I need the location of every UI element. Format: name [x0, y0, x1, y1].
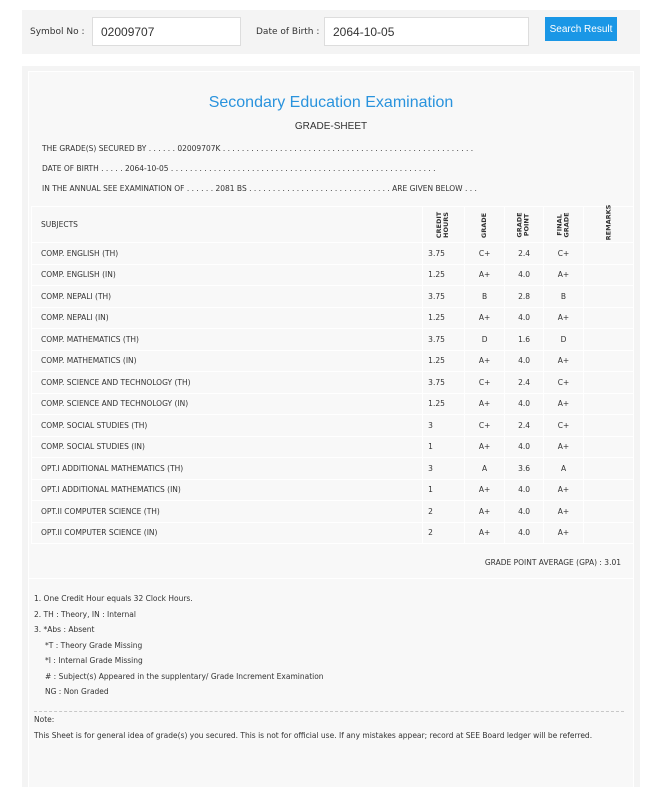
grade-cell: A+	[465, 350, 505, 372]
legend-item: *I : Internal Grade Missing	[45, 656, 143, 665]
remarks-cell	[583, 479, 633, 501]
grade-point-cell: 1.6	[505, 329, 544, 351]
subject-cell: OPT.I ADDITIONAL MATHEMATICS (TH)	[32, 458, 423, 480]
remarks-cell	[583, 307, 633, 329]
grade-cell: C+	[465, 243, 505, 265]
legend-item: # : Subject(s) Appeared in the supplentary/ Grade Increment Examination	[45, 671, 324, 681]
table-row	[32, 286, 634, 308]
credit-hours-cell: 1	[423, 436, 465, 458]
final-grade-cell: A+	[544, 307, 584, 329]
table-header-row	[32, 207, 634, 243]
remarks-cell	[583, 415, 633, 437]
legend-list	[34, 591, 324, 700]
symbol-no-label: Symbol No :	[30, 27, 85, 37]
table-row	[32, 479, 634, 501]
legend-item: NG : Non Graded	[45, 687, 109, 696]
grade-point-cell: 4.0	[505, 522, 544, 544]
final-grade-cell: C+	[544, 372, 584, 394]
remarks-cell	[583, 350, 633, 372]
subject-cell: COMP. MATHEMATICS (TH)	[32, 329, 423, 351]
credit-hours-cell: 3.75	[423, 329, 465, 351]
remarks-cell	[583, 436, 633, 458]
final-grade-cell: B	[544, 286, 584, 308]
grade-sheet-panel	[22, 66, 640, 787]
header-remarks: REMARKS	[583, 207, 633, 243]
header-credit-hours: CREDIT HOURS	[423, 207, 465, 243]
credit-hours-cell: 3	[423, 458, 465, 480]
grade-point-cell: 4.0	[505, 436, 544, 458]
credit-hours-cell: 3.75	[423, 243, 465, 265]
divider	[29, 578, 633, 579]
subject-cell: COMP. ENGLISH (TH)	[32, 243, 423, 265]
page-title: Secondary Education Examination	[208, 94, 454, 111]
subject-cell: OPT.II COMPUTER SCIENCE (IN)	[32, 522, 423, 544]
table-row	[32, 522, 634, 544]
secured-by-line: THE GRADE(S) SECURED BY . . . . . . 02009707K . . . . . . . . . . . . . . . . . . . . . . . . . . . . . . . . . . . . . . . . . . . . . . . . . . . . .	[42, 144, 474, 153]
credit-hours-cell: 2	[423, 501, 465, 523]
subject-cell: COMP. SCIENCE AND TECHNOLOGY (TH)	[32, 372, 423, 394]
grade-point-cell: 4.0	[505, 393, 544, 415]
grade-point-cell: 2.4	[505, 243, 544, 265]
dob-input[interactable]	[324, 17, 529, 46]
remarks-cell	[583, 522, 633, 544]
grade-cell: C+	[465, 415, 505, 437]
exam-line: IN THE ANNUAL SEE EXAMINATION OF . . . . . . 2081 BS . . . . . . . . . . . . . . . . . . . . . . . . . . . . . . ARE GIVEN BELOW . . .	[42, 184, 477, 193]
grade-point-cell: 2.4	[505, 415, 544, 437]
remarks-cell	[583, 372, 633, 394]
legend-item: 3. *Abs : Absent	[34, 625, 95, 634]
grade-cell: A+	[465, 501, 505, 523]
dashed-divider	[34, 711, 624, 712]
note-title: Note:	[34, 715, 55, 724]
credit-hours-cell: 1.25	[423, 307, 465, 329]
subject-cell: OPT.I ADDITIONAL MATHEMATICS (IN)	[32, 479, 423, 501]
remarks-cell	[583, 501, 633, 523]
final-grade-cell: A+	[544, 264, 584, 286]
grade-point-cell: 4.0	[505, 501, 544, 523]
final-grade-cell: C+	[544, 243, 584, 265]
table-row	[32, 307, 634, 329]
legend-item: *T : Theory Grade Missing	[45, 640, 143, 650]
header-grade-point: GRADE POINT	[505, 207, 544, 243]
subject-cell: OPT.II COMPUTER SCIENCE (TH)	[32, 501, 423, 523]
header-final-grade: FINAL GRADE	[544, 207, 584, 243]
final-grade-cell: A+	[544, 479, 584, 501]
credit-hours-cell: 3.75	[423, 286, 465, 308]
table-row	[32, 329, 634, 351]
table-row	[32, 372, 634, 394]
grade-cell: D	[465, 329, 505, 351]
final-grade-cell: A+	[544, 522, 584, 544]
table-row	[32, 264, 634, 286]
table-row	[32, 458, 634, 480]
credit-hours-cell: 1.25	[423, 393, 465, 415]
subject-cell: COMP. SCIENCE AND TECHNOLOGY (IN)	[32, 393, 423, 415]
grade-point-cell: 3.6	[505, 458, 544, 480]
grade-point-cell: 2.8	[505, 286, 544, 308]
credit-hours-cell: 1.25	[423, 264, 465, 286]
legend-item: 1. One Credit Hour equals 32 Clock Hours.	[34, 594, 193, 603]
credit-hours-cell: 1	[423, 479, 465, 501]
header-grade: GRADE	[465, 207, 505, 243]
credit-hours-cell: 1.25	[423, 350, 465, 372]
grade-cell: A+	[465, 436, 505, 458]
grade-cell: A+	[465, 522, 505, 544]
grade-point-cell: 4.0	[505, 479, 544, 501]
credit-hours-cell: 3	[423, 415, 465, 437]
gpa-value: GRADE POINT AVERAGE (GPA) : 3.01	[484, 558, 621, 567]
note-text: This Sheet is for general idea of grade(s) you secured. This is not for official use. If any mistakes appear; record at SEE Board ledger will be referred.	[34, 731, 593, 740]
grades-table	[31, 206, 634, 544]
grade-cell: A	[465, 458, 505, 480]
remarks-cell	[583, 264, 633, 286]
header-subjects: SUBJECTS	[32, 207, 423, 243]
grade-cell: A+	[465, 393, 505, 415]
grade-point-cell: 4.0	[505, 307, 544, 329]
final-grade-cell: A+	[544, 393, 584, 415]
subject-cell: COMP. SOCIAL STUDIES (IN)	[32, 436, 423, 458]
dob-line: DATE OF BIRTH . . . . . 2064-10-05 . . . . . . . . . . . . . . . . . . . . . . . . . . . . . . . . . . . . . . . . . . . . . . . . . . . . . . . .	[42, 164, 436, 173]
grade-point-cell: 4.0	[505, 264, 544, 286]
search-result-button[interactable]: Search Result	[545, 17, 617, 41]
final-grade-cell: A+	[544, 350, 584, 372]
final-grade-cell: A	[544, 458, 584, 480]
table-row	[32, 415, 634, 437]
subject-cell: COMP. NEPALI (TH)	[32, 286, 423, 308]
remarks-cell	[583, 243, 633, 265]
final-grade-cell: C+	[544, 415, 584, 437]
remarks-cell	[583, 286, 633, 308]
remarks-cell	[583, 329, 633, 351]
final-grade-cell: A+	[544, 436, 584, 458]
grade-cell: A+	[465, 479, 505, 501]
legend-item: 2. TH : Theory, IN : Internal	[34, 609, 136, 619]
final-grade-cell: D	[544, 329, 584, 351]
subject-cell: COMP. NEPALI (IN)	[32, 307, 423, 329]
grade-cell: A+	[465, 264, 505, 286]
table-row	[32, 436, 634, 458]
search-form	[22, 10, 640, 54]
grade-cell: B	[465, 286, 505, 308]
table-row	[32, 393, 634, 415]
grade-sheet-subtitle: GRADE-SHEET	[294, 121, 368, 132]
grade-point-cell: 4.0	[505, 350, 544, 372]
symbol-no-input[interactable]	[92, 17, 241, 46]
credit-hours-cell: 3.75	[423, 372, 465, 394]
subject-cell: COMP. MATHEMATICS (IN)	[32, 350, 423, 372]
grade-point-cell: 2.4	[505, 372, 544, 394]
final-grade-cell: A+	[544, 501, 584, 523]
dob-label: Date of Birth :	[256, 27, 320, 37]
grade-sheet	[28, 71, 634, 787]
credit-hours-cell: 2	[423, 522, 465, 544]
table-row	[32, 243, 634, 265]
remarks-cell	[583, 393, 633, 415]
remarks-cell	[583, 458, 633, 480]
grade-cell: C+	[465, 372, 505, 394]
table-row	[32, 350, 634, 372]
subject-cell: COMP. SOCIAL STUDIES (TH)	[32, 415, 423, 437]
grade-cell: A+	[465, 307, 505, 329]
table-row	[32, 501, 634, 523]
subject-cell: COMP. ENGLISH (IN)	[32, 264, 423, 286]
